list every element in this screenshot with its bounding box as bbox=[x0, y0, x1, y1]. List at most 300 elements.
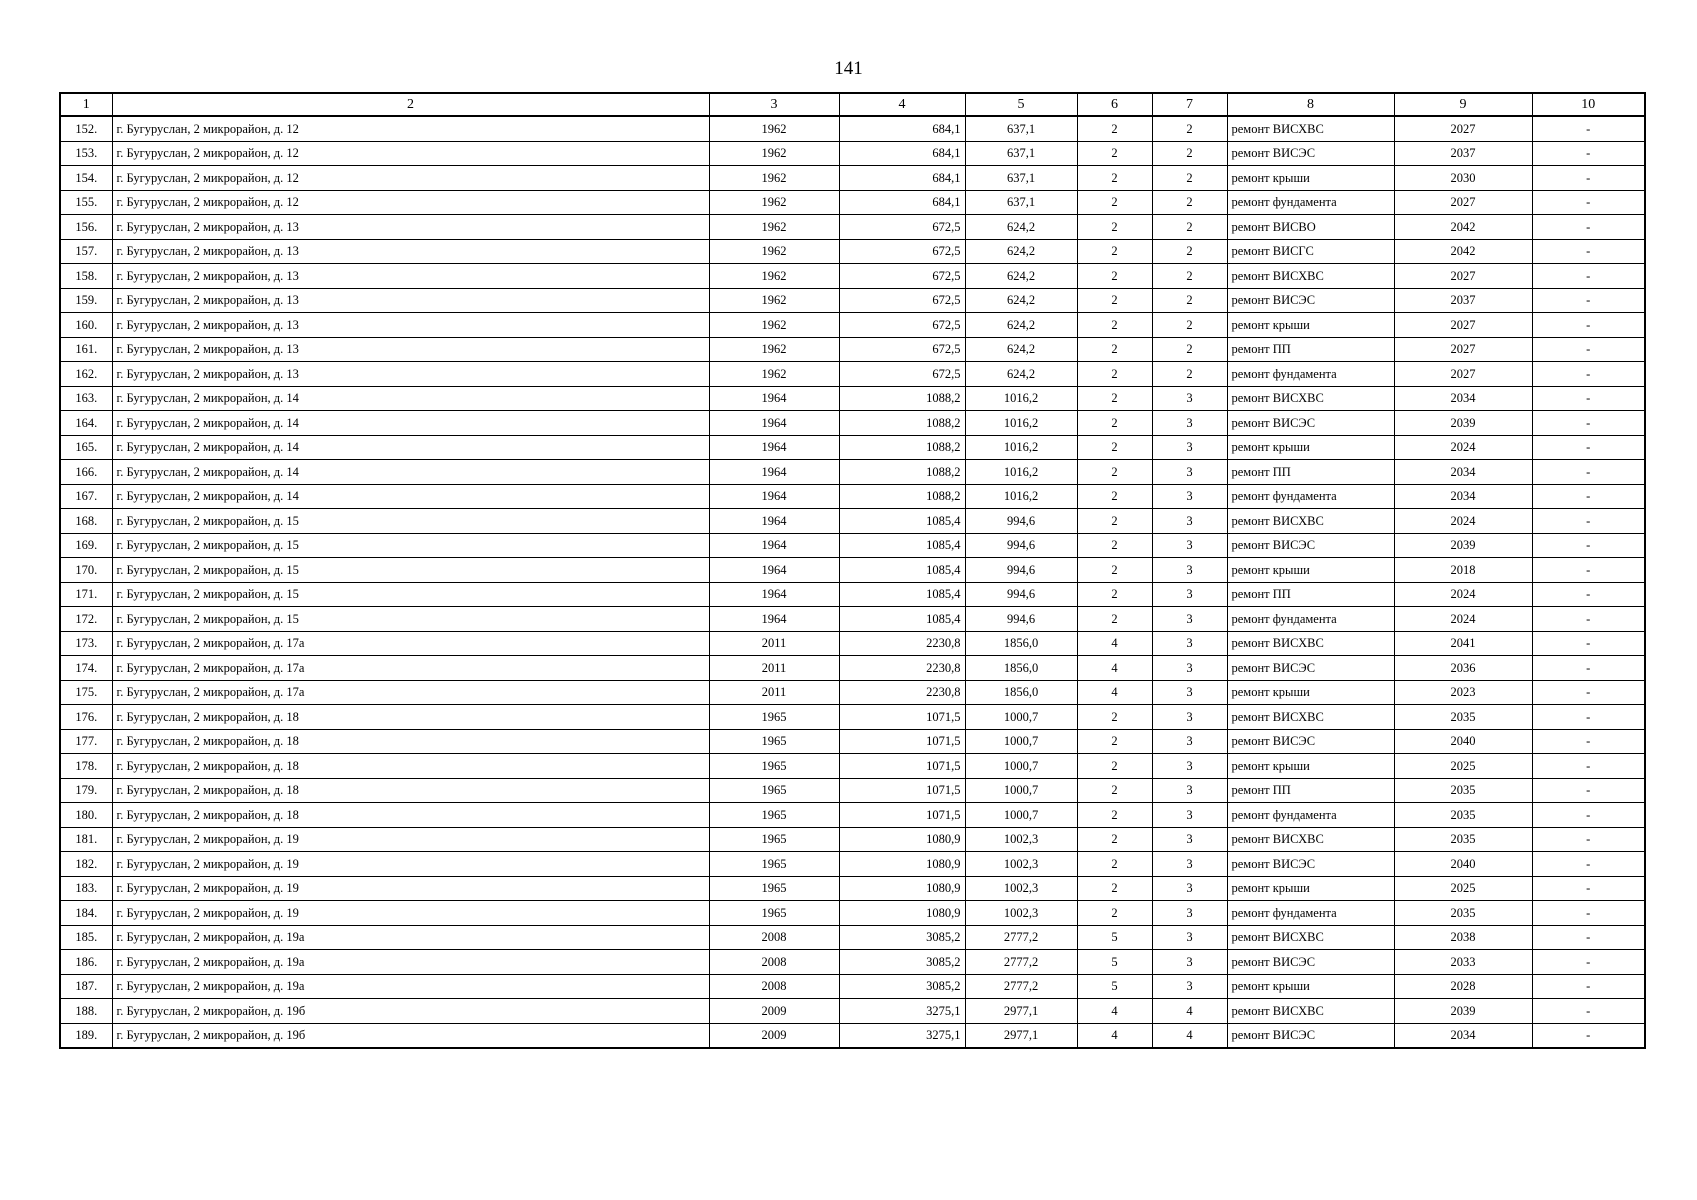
table-row bbox=[60, 607, 1645, 632]
cell-work-type: ремонт ВИСЭС bbox=[1227, 656, 1394, 681]
cell-note: - bbox=[1532, 680, 1645, 705]
cell-address: г. Бугуруслан, 2 микрорайон, д. 18 bbox=[112, 754, 709, 779]
cell-planned-year: 2034 bbox=[1394, 1023, 1532, 1048]
cell-row-number: 166. bbox=[60, 460, 112, 485]
cell-note: - bbox=[1532, 1023, 1645, 1048]
cell-note: - bbox=[1532, 141, 1645, 166]
cell-living-area: 1002,3 bbox=[965, 901, 1077, 926]
cell-living-area: 1000,7 bbox=[965, 705, 1077, 730]
cell-entrances: 4 bbox=[1152, 999, 1227, 1024]
cell-row-number: 171. bbox=[60, 582, 112, 607]
table-row bbox=[60, 680, 1645, 705]
table-row bbox=[60, 974, 1645, 999]
cell-note: - bbox=[1532, 729, 1645, 754]
table-row bbox=[60, 411, 1645, 436]
cell-living-area: 637,1 bbox=[965, 141, 1077, 166]
cell-total-area: 672,5 bbox=[839, 264, 965, 289]
cell-planned-year: 2035 bbox=[1394, 705, 1532, 730]
cell-floors: 4 bbox=[1077, 631, 1152, 656]
table-row bbox=[60, 852, 1645, 877]
cell-note: - bbox=[1532, 925, 1645, 950]
cell-floors: 2 bbox=[1077, 484, 1152, 509]
table-row bbox=[60, 116, 1645, 141]
cell-living-area: 1856,0 bbox=[965, 680, 1077, 705]
cell-note: - bbox=[1532, 656, 1645, 681]
cell-work-type: ремонт ВИСХВС bbox=[1227, 264, 1394, 289]
cell-living-area: 624,2 bbox=[965, 337, 1077, 362]
cell-entrances: 2 bbox=[1152, 166, 1227, 191]
cell-living-area: 1016,2 bbox=[965, 460, 1077, 485]
cell-planned-year: 2035 bbox=[1394, 778, 1532, 803]
cell-row-number: 152. bbox=[60, 116, 112, 141]
cell-address: г. Бугуруслан, 2 микрорайон, д. 19б bbox=[112, 1023, 709, 1048]
cell-note: - bbox=[1532, 313, 1645, 338]
cell-planned-year: 2041 bbox=[1394, 631, 1532, 656]
cell-work-type: ремонт крыши bbox=[1227, 754, 1394, 779]
cell-total-area: 2230,8 bbox=[839, 680, 965, 705]
cell-planned-year: 2036 bbox=[1394, 656, 1532, 681]
cell-row-number: 181. bbox=[60, 827, 112, 852]
cell-planned-year: 2039 bbox=[1394, 999, 1532, 1024]
cell-floors: 4 bbox=[1077, 1023, 1152, 1048]
cell-row-number: 178. bbox=[60, 754, 112, 779]
cell-total-area: 1088,2 bbox=[839, 435, 965, 460]
cell-year-built: 1964 bbox=[709, 582, 839, 607]
table-row bbox=[60, 827, 1645, 852]
cell-year-built: 1962 bbox=[709, 166, 839, 191]
cell-planned-year: 2033 bbox=[1394, 950, 1532, 975]
cell-note: - bbox=[1532, 999, 1645, 1024]
cell-floors: 4 bbox=[1077, 680, 1152, 705]
cell-row-number: 155. bbox=[60, 190, 112, 215]
cell-work-type: ремонт ВИСЭС bbox=[1227, 533, 1394, 558]
cell-work-type: ремонт ВИСХВС bbox=[1227, 705, 1394, 730]
cell-address: г. Бугуруслан, 2 микрорайон, д. 13 bbox=[112, 264, 709, 289]
cell-planned-year: 2025 bbox=[1394, 876, 1532, 901]
table-row bbox=[60, 582, 1645, 607]
cell-living-area: 1016,2 bbox=[965, 484, 1077, 509]
cell-work-type: ремонт фундамента bbox=[1227, 607, 1394, 632]
cell-work-type: ремонт ПП bbox=[1227, 778, 1394, 803]
cell-address: г. Бугуруслан, 2 микрорайон, д. 19а bbox=[112, 925, 709, 950]
cell-entrances: 3 bbox=[1152, 754, 1227, 779]
cell-entrances: 3 bbox=[1152, 950, 1227, 975]
cell-floors: 5 bbox=[1077, 925, 1152, 950]
table-row bbox=[60, 1023, 1645, 1048]
table-row bbox=[60, 337, 1645, 362]
cell-note: - bbox=[1532, 631, 1645, 656]
cell-floors: 2 bbox=[1077, 411, 1152, 436]
cell-floors: 2 bbox=[1077, 901, 1152, 926]
col-header-8: 8 bbox=[1227, 93, 1394, 116]
cell-note: - bbox=[1532, 411, 1645, 436]
cell-year-built: 1964 bbox=[709, 607, 839, 632]
cell-address: г. Бугуруслан, 2 микрорайон, д. 18 bbox=[112, 803, 709, 828]
cell-planned-year: 2040 bbox=[1394, 852, 1532, 877]
cell-total-area: 672,5 bbox=[839, 313, 965, 338]
cell-row-number: 168. bbox=[60, 509, 112, 534]
cell-address: г. Бугуруслан, 2 микрорайон, д. 14 bbox=[112, 435, 709, 460]
cell-note: - bbox=[1532, 582, 1645, 607]
cell-work-type: ремонт ВИСЭС bbox=[1227, 411, 1394, 436]
cell-entrances: 3 bbox=[1152, 509, 1227, 534]
cell-floors: 2 bbox=[1077, 509, 1152, 534]
cell-entrances: 3 bbox=[1152, 827, 1227, 852]
page-number: 141 bbox=[834, 58, 863, 79]
cell-planned-year: 2027 bbox=[1394, 116, 1532, 141]
cell-planned-year: 2035 bbox=[1394, 827, 1532, 852]
cell-entrances: 3 bbox=[1152, 656, 1227, 681]
cell-living-area: 1856,0 bbox=[965, 656, 1077, 681]
cell-work-type: ремонт ВИСЭС bbox=[1227, 729, 1394, 754]
cell-year-built: 1965 bbox=[709, 778, 839, 803]
cell-living-area: 1856,0 bbox=[965, 631, 1077, 656]
cell-note: - bbox=[1532, 533, 1645, 558]
table-row bbox=[60, 754, 1645, 779]
cell-floors: 2 bbox=[1077, 705, 1152, 730]
cell-address: г. Бугуруслан, 2 микрорайон, д. 13 bbox=[112, 288, 709, 313]
cell-planned-year: 2037 bbox=[1394, 141, 1532, 166]
cell-address: г. Бугуруслан, 2 микрорайон, д. 14 bbox=[112, 386, 709, 411]
cell-row-number: 184. bbox=[60, 901, 112, 926]
cell-note: - bbox=[1532, 852, 1645, 877]
cell-year-built: 2011 bbox=[709, 680, 839, 705]
cell-total-area: 672,5 bbox=[839, 239, 965, 264]
cell-planned-year: 2039 bbox=[1394, 533, 1532, 558]
table-row bbox=[60, 533, 1645, 558]
cell-total-area: 1071,5 bbox=[839, 729, 965, 754]
cell-planned-year: 2024 bbox=[1394, 509, 1532, 534]
cell-note: - bbox=[1532, 239, 1645, 264]
cell-note: - bbox=[1532, 386, 1645, 411]
cell-note: - bbox=[1532, 116, 1645, 141]
cell-row-number: 158. bbox=[60, 264, 112, 289]
table-row bbox=[60, 166, 1645, 191]
cell-address: г. Бугуруслан, 2 микрорайон, д. 12 bbox=[112, 116, 709, 141]
cell-total-area: 2230,8 bbox=[839, 631, 965, 656]
cell-entrances: 3 bbox=[1152, 411, 1227, 436]
col-header-5: 5 bbox=[965, 93, 1077, 116]
cell-address: г. Бугуруслан, 2 микрорайон, д. 14 bbox=[112, 411, 709, 436]
cell-entrances: 2 bbox=[1152, 288, 1227, 313]
cell-note: - bbox=[1532, 460, 1645, 485]
cell-total-area: 684,1 bbox=[839, 116, 965, 141]
cell-year-built: 2008 bbox=[709, 974, 839, 999]
cell-living-area: 1000,7 bbox=[965, 729, 1077, 754]
cell-address: г. Бугуруслан, 2 микрорайон, д. 19а bbox=[112, 950, 709, 975]
cell-year-built: 2008 bbox=[709, 925, 839, 950]
cell-total-area: 1088,2 bbox=[839, 411, 965, 436]
cell-row-number: 157. bbox=[60, 239, 112, 264]
cell-planned-year: 2027 bbox=[1394, 362, 1532, 387]
cell-floors: 2 bbox=[1077, 313, 1152, 338]
cell-floors: 2 bbox=[1077, 533, 1152, 558]
cell-planned-year: 2027 bbox=[1394, 190, 1532, 215]
cell-year-built: 1965 bbox=[709, 729, 839, 754]
cell-note: - bbox=[1532, 803, 1645, 828]
cell-entrances: 2 bbox=[1152, 264, 1227, 289]
cell-note: - bbox=[1532, 215, 1645, 240]
cell-note: - bbox=[1532, 876, 1645, 901]
cell-row-number: 172. bbox=[60, 607, 112, 632]
cell-total-area: 684,1 bbox=[839, 166, 965, 191]
cell-row-number: 182. bbox=[60, 852, 112, 877]
cell-living-area: 624,2 bbox=[965, 288, 1077, 313]
cell-planned-year: 2027 bbox=[1394, 313, 1532, 338]
registry-table bbox=[59, 92, 1646, 1049]
col-header-6: 6 bbox=[1077, 93, 1152, 116]
cell-address: г. Бугуруслан, 2 микрорайон, д. 19 bbox=[112, 827, 709, 852]
cell-entrances: 3 bbox=[1152, 901, 1227, 926]
cell-living-area: 2777,2 bbox=[965, 925, 1077, 950]
cell-row-number: 160. bbox=[60, 313, 112, 338]
cell-note: - bbox=[1532, 509, 1645, 534]
cell-planned-year: 2040 bbox=[1394, 729, 1532, 754]
cell-address: г. Бугуруслан, 2 микрорайон, д. 14 bbox=[112, 484, 709, 509]
table-row bbox=[60, 509, 1645, 534]
cell-work-type: ремонт ПП bbox=[1227, 337, 1394, 362]
table-row bbox=[60, 386, 1645, 411]
cell-address: г. Бугуруслан, 2 микрорайон, д. 19а bbox=[112, 974, 709, 999]
table-row bbox=[60, 239, 1645, 264]
cell-note: - bbox=[1532, 435, 1645, 460]
cell-planned-year: 2034 bbox=[1394, 484, 1532, 509]
cell-address: г. Бугуруслан, 2 микрорайон, д. 15 bbox=[112, 582, 709, 607]
cell-year-built: 1964 bbox=[709, 558, 839, 583]
cell-living-area: 624,2 bbox=[965, 362, 1077, 387]
cell-address: г. Бугуруслан, 2 микрорайон, д. 12 bbox=[112, 141, 709, 166]
cell-floors: 2 bbox=[1077, 803, 1152, 828]
cell-address: г. Бугуруслан, 2 микрорайон, д. 13 bbox=[112, 313, 709, 338]
cell-address: г. Бугуруслан, 2 микрорайон, д. 19б bbox=[112, 999, 709, 1024]
cell-work-type: ремонт ВИСГС bbox=[1227, 239, 1394, 264]
cell-living-area: 1000,7 bbox=[965, 803, 1077, 828]
cell-living-area: 624,2 bbox=[965, 215, 1077, 240]
table-row bbox=[60, 484, 1645, 509]
cell-address: г. Бугуруслан, 2 микрорайон, д. 13 bbox=[112, 215, 709, 240]
cell-work-type: ремонт ВИСХВС bbox=[1227, 509, 1394, 534]
cell-address: г. Бугуруслан, 2 микрорайон, д. 15 bbox=[112, 533, 709, 558]
cell-total-area: 1085,4 bbox=[839, 509, 965, 534]
table-row bbox=[60, 313, 1645, 338]
cell-entrances: 2 bbox=[1152, 215, 1227, 240]
cell-total-area: 1080,9 bbox=[839, 876, 965, 901]
cell-row-number: 159. bbox=[60, 288, 112, 313]
cell-floors: 2 bbox=[1077, 460, 1152, 485]
cell-year-built: 1962 bbox=[709, 313, 839, 338]
cell-living-area: 2977,1 bbox=[965, 1023, 1077, 1048]
cell-floors: 2 bbox=[1077, 116, 1152, 141]
cell-row-number: 164. bbox=[60, 411, 112, 436]
table-row bbox=[60, 729, 1645, 754]
table-row bbox=[60, 803, 1645, 828]
cell-entrances: 3 bbox=[1152, 533, 1227, 558]
cell-planned-year: 2035 bbox=[1394, 901, 1532, 926]
table-row bbox=[60, 435, 1645, 460]
cell-work-type: ремонт фундамента bbox=[1227, 803, 1394, 828]
cell-note: - bbox=[1532, 558, 1645, 583]
cell-year-built: 2011 bbox=[709, 631, 839, 656]
cell-note: - bbox=[1532, 607, 1645, 632]
cell-floors: 5 bbox=[1077, 950, 1152, 975]
cell-note: - bbox=[1532, 190, 1645, 215]
cell-entrances: 3 bbox=[1152, 435, 1227, 460]
cell-year-built: 1962 bbox=[709, 215, 839, 240]
cell-year-built: 1962 bbox=[709, 288, 839, 313]
cell-row-number: 189. bbox=[60, 1023, 112, 1048]
cell-address: г. Бугуруслан, 2 микрорайон, д. 15 bbox=[112, 509, 709, 534]
cell-entrances: 3 bbox=[1152, 852, 1227, 877]
cell-address: г. Бугуруслан, 2 микрорайон, д. 12 bbox=[112, 166, 709, 191]
cell-row-number: 188. bbox=[60, 999, 112, 1024]
cell-floors: 2 bbox=[1077, 827, 1152, 852]
cell-row-number: 162. bbox=[60, 362, 112, 387]
cell-planned-year: 2027 bbox=[1394, 264, 1532, 289]
cell-row-number: 165. bbox=[60, 435, 112, 460]
cell-living-area: 1000,7 bbox=[965, 778, 1077, 803]
cell-floors: 2 bbox=[1077, 852, 1152, 877]
cell-note: - bbox=[1532, 484, 1645, 509]
cell-living-area: 637,1 bbox=[965, 116, 1077, 141]
cell-living-area: 994,6 bbox=[965, 607, 1077, 632]
cell-work-type: ремонт фундамента bbox=[1227, 190, 1394, 215]
cell-floors: 2 bbox=[1077, 778, 1152, 803]
cell-entrances: 2 bbox=[1152, 337, 1227, 362]
cell-year-built: 1965 bbox=[709, 754, 839, 779]
cell-work-type: ремонт крыши bbox=[1227, 558, 1394, 583]
cell-total-area: 1088,2 bbox=[839, 386, 965, 411]
cell-floors: 2 bbox=[1077, 558, 1152, 583]
cell-row-number: 170. bbox=[60, 558, 112, 583]
cell-living-area: 624,2 bbox=[965, 264, 1077, 289]
cell-address: г. Бугуруслан, 2 микрорайон, д. 13 bbox=[112, 239, 709, 264]
cell-entrances: 3 bbox=[1152, 680, 1227, 705]
cell-total-area: 1080,9 bbox=[839, 827, 965, 852]
cell-living-area: 994,6 bbox=[965, 533, 1077, 558]
cell-work-type: ремонт фундамента bbox=[1227, 484, 1394, 509]
cell-floors: 2 bbox=[1077, 239, 1152, 264]
cell-address: г. Бугуруслан, 2 микрорайон, д. 13 bbox=[112, 337, 709, 362]
cell-work-type: ремонт ВИСЭС bbox=[1227, 852, 1394, 877]
col-header-2: 2 bbox=[112, 93, 709, 116]
cell-total-area: 1080,9 bbox=[839, 852, 965, 877]
cell-year-built: 2009 bbox=[709, 1023, 839, 1048]
cell-entrances: 2 bbox=[1152, 313, 1227, 338]
cell-row-number: 156. bbox=[60, 215, 112, 240]
table-row bbox=[60, 656, 1645, 681]
cell-planned-year: 2034 bbox=[1394, 386, 1532, 411]
cell-year-built: 1965 bbox=[709, 901, 839, 926]
cell-total-area: 684,1 bbox=[839, 190, 965, 215]
cell-total-area: 1085,4 bbox=[839, 533, 965, 558]
cell-year-built: 1962 bbox=[709, 190, 839, 215]
cell-entrances: 3 bbox=[1152, 607, 1227, 632]
cell-floors: 2 bbox=[1077, 288, 1152, 313]
cell-work-type: ремонт ВИСХВС bbox=[1227, 925, 1394, 950]
cell-entrances: 2 bbox=[1152, 141, 1227, 166]
cell-living-area: 2977,1 bbox=[965, 999, 1077, 1024]
cell-work-type: ремонт крыши bbox=[1227, 876, 1394, 901]
cell-floors: 2 bbox=[1077, 362, 1152, 387]
cell-total-area: 672,5 bbox=[839, 337, 965, 362]
cell-entrances: 3 bbox=[1152, 386, 1227, 411]
cell-living-area: 1002,3 bbox=[965, 852, 1077, 877]
cell-total-area: 1071,5 bbox=[839, 778, 965, 803]
cell-address: г. Бугуруслан, 2 микрорайон, д. 13 bbox=[112, 362, 709, 387]
cell-address: г. Бугуруслан, 2 микрорайон, д. 17а bbox=[112, 680, 709, 705]
cell-work-type: ремонт ВИСЭС bbox=[1227, 950, 1394, 975]
cell-floors: 2 bbox=[1077, 582, 1152, 607]
col-header-4: 4 bbox=[839, 93, 965, 116]
cell-planned-year: 2024 bbox=[1394, 607, 1532, 632]
cell-row-number: 180. bbox=[60, 803, 112, 828]
cell-work-type: ремонт ВИСЭС bbox=[1227, 288, 1394, 313]
cell-work-type: ремонт фундамента bbox=[1227, 362, 1394, 387]
cell-total-area: 1085,4 bbox=[839, 582, 965, 607]
table-row bbox=[60, 141, 1645, 166]
cell-entrances: 3 bbox=[1152, 925, 1227, 950]
cell-floors: 2 bbox=[1077, 754, 1152, 779]
cell-living-area: 637,1 bbox=[965, 166, 1077, 191]
cell-address: г. Бугуруслан, 2 микрорайон, д. 19 bbox=[112, 901, 709, 926]
cell-entrances: 3 bbox=[1152, 778, 1227, 803]
cell-planned-year: 2037 bbox=[1394, 288, 1532, 313]
cell-floors: 2 bbox=[1077, 435, 1152, 460]
cell-planned-year: 2034 bbox=[1394, 460, 1532, 485]
cell-year-built: 1964 bbox=[709, 460, 839, 485]
col-header-3: 3 bbox=[709, 93, 839, 116]
cell-total-area: 1088,2 bbox=[839, 460, 965, 485]
cell-work-type: ремонт ВИСЭС bbox=[1227, 141, 1394, 166]
cell-entrances: 3 bbox=[1152, 729, 1227, 754]
cell-year-built: 1962 bbox=[709, 141, 839, 166]
cell-row-number: 183. bbox=[60, 876, 112, 901]
cell-floors: 4 bbox=[1077, 999, 1152, 1024]
cell-total-area: 1085,4 bbox=[839, 558, 965, 583]
cell-note: - bbox=[1532, 337, 1645, 362]
cell-living-area: 2777,2 bbox=[965, 950, 1077, 975]
cell-year-built: 1962 bbox=[709, 264, 839, 289]
cell-total-area: 3085,2 bbox=[839, 925, 965, 950]
cell-entrances: 2 bbox=[1152, 362, 1227, 387]
cell-row-number: 153. bbox=[60, 141, 112, 166]
cell-floors: 2 bbox=[1077, 264, 1152, 289]
cell-note: - bbox=[1532, 778, 1645, 803]
cell-work-type: ремонт ВИСХВС bbox=[1227, 386, 1394, 411]
cell-note: - bbox=[1532, 974, 1645, 999]
cell-work-type: ремонт крыши bbox=[1227, 435, 1394, 460]
cell-living-area: 1016,2 bbox=[965, 411, 1077, 436]
cell-note: - bbox=[1532, 754, 1645, 779]
cell-address: г. Бугуруслан, 2 микрорайон, д. 17а bbox=[112, 656, 709, 681]
table-row bbox=[60, 264, 1645, 289]
cell-living-area: 1002,3 bbox=[965, 827, 1077, 852]
cell-row-number: 186. bbox=[60, 950, 112, 975]
cell-living-area: 624,2 bbox=[965, 239, 1077, 264]
cell-address: г. Бугуруслан, 2 микрорайон, д. 18 bbox=[112, 705, 709, 730]
cell-work-type: ремонт крыши bbox=[1227, 974, 1394, 999]
cell-row-number: 173. bbox=[60, 631, 112, 656]
cell-planned-year: 2042 bbox=[1394, 239, 1532, 264]
cell-total-area: 1085,4 bbox=[839, 607, 965, 632]
cell-living-area: 624,2 bbox=[965, 313, 1077, 338]
table-row bbox=[60, 925, 1645, 950]
cell-row-number: 175. bbox=[60, 680, 112, 705]
cell-note: - bbox=[1532, 950, 1645, 975]
cell-year-built: 1965 bbox=[709, 827, 839, 852]
cell-work-type: ремонт ВИСВО bbox=[1227, 215, 1394, 240]
cell-note: - bbox=[1532, 827, 1645, 852]
